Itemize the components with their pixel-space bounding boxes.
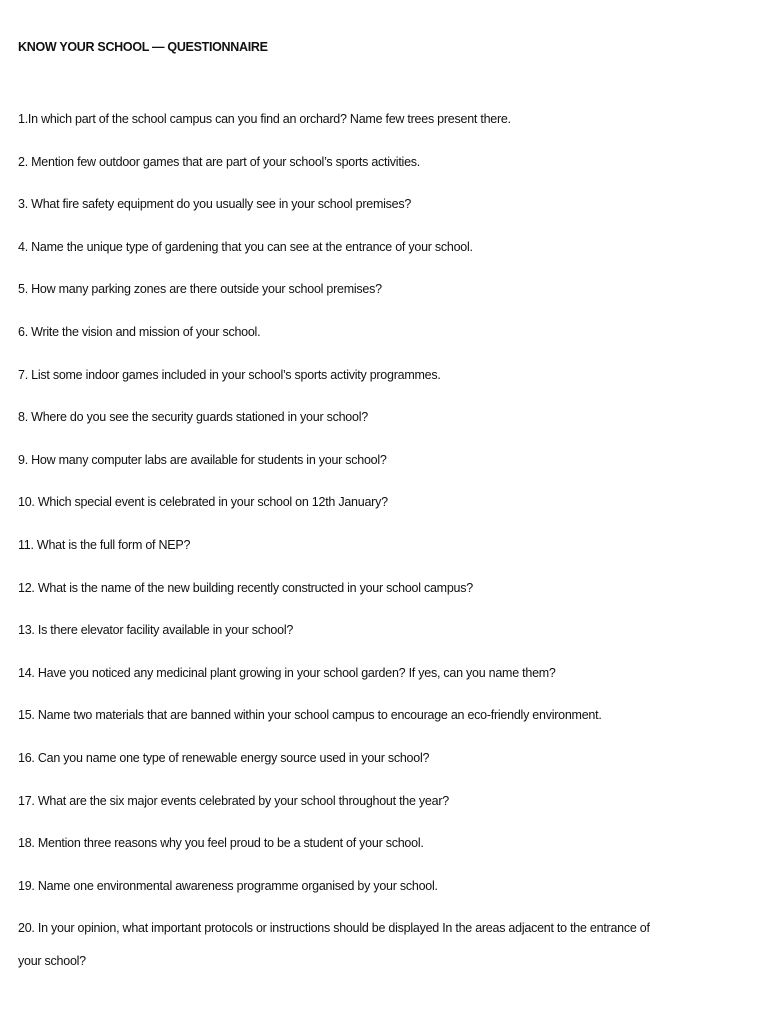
- question-14: 14. Have you noticed any medicinal plant growing in your school garden? If yes, can you name them?: [18, 665, 556, 680]
- question-15: 15. Name two materials that are banned within your school campus to encourage an eco-friendly environment.: [18, 708, 602, 723]
- question-8: 8. Where do you see the security guards stationed in your school?: [18, 410, 368, 425]
- question-12: 12. What is the name of the new building recently constructed in your school campus?: [18, 580, 473, 595]
- question-7: 7. List some indoor games included in your school’s sports activity programmes.: [18, 367, 441, 382]
- question-3: 3. What fire safety equipment do you usually see in your school premises?: [18, 197, 412, 212]
- question-2: 2. Mention few outdoor games that are part of your school’s sports activities.: [18, 154, 421, 169]
- question-20: 20. In your opinion, what important protocols or instructions should be displayed In the areas adjacent to the entrance of your school?: [18, 921, 650, 969]
- question-4: 4. Name the unique type of gardening that you can see at the entrance of your school.: [18, 239, 473, 254]
- question-11: 11. What is the full form of NEP?: [18, 537, 191, 552]
- question-6: 6. Write the vision and mission of your school.: [18, 324, 261, 339]
- question-1: 1.In which part of the school campus can you find an orchard? Name few trees present there.: [18, 112, 511, 126]
- question-16: 16. Can you name one type of renewable energy source used in your school?: [18, 750, 430, 765]
- question-10: 10. Which special event is celebrated in your school on 12th January?: [18, 495, 388, 510]
- question-19: 19. Name one environmental awareness programme organised by your school.: [18, 878, 438, 893]
- question-5: 5. How many parking zones are there outside your school premises?: [18, 282, 382, 297]
- question-18: 18. Mention three reasons why you feel proud to be a student of your school.: [18, 836, 424, 851]
- question-list: [18, 111, 758, 1004]
- question-17: 17. What are the six major events celebrated by your school throughout the year?: [18, 793, 449, 808]
- document-title: KNOW YOUR SCHOOL — QUESTIONNAIRE: [18, 40, 268, 54]
- question-13: 13. Is there elevator facility available in your school?: [18, 623, 294, 638]
- question-9: 9. How many computer labs are available for students in your school?: [18, 452, 387, 467]
